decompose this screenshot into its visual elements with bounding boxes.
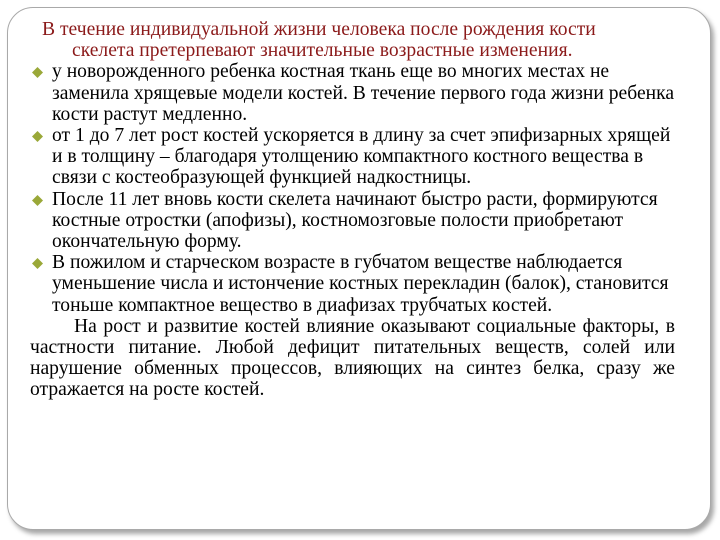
bullet-text: у новорожденного ребенка костная ткань еще во многих местах не заменила хрящевые модели костей. В течение первого года жизни ребенка кости растут медленно.	[52, 61, 675, 125]
bullet-item-4	[30, 252, 675, 316]
bullet-item-1	[30, 61, 675, 125]
closing-paragraph: На рост и развитие костей влияние оказывают социальные факторы, в частности питание. Любой дефицит питательных веществ, солей или нарушение обменных процессов, влияющих на синтез белка, сразу же отражается на росте костей.	[30, 315, 675, 401]
bullet-diamond-icon	[32, 131, 43, 142]
intro-line-1: В течение индивидуальной жизни человека после рождения кости	[42, 19, 596, 40]
bullet-item-2	[30, 125, 675, 189]
slide-content	[30, 19, 675, 401]
intro-line-2: скелета претерпевают значительные возрастные изменения.	[72, 40, 573, 62]
bullet-item-3	[30, 189, 675, 253]
intro-text	[30, 19, 675, 61]
bullet-text: После 11 лет вновь кости скелета начинают быстро расти, формируются костные отростки (апофизы), костномозговые полости приобретают окончательную форму.	[52, 188, 658, 253]
bullet-diamond-icon	[32, 67, 43, 78]
bullet-diamond-icon	[32, 258, 43, 269]
bullet-text: от 1 до 7 лет рост костей ускоряется в длину за счет эпифизарных хрящей и в толщину – благодаря утолщению компактного костного вещества в связи с костеобразующей функцией надкостницы.	[52, 125, 671, 189]
bullet-text: В пожилом и старческом возрасте в губчатом веществе наблюдается уменьшение числа и истончение костных перекладин (балок), становится тоньше компактное вещество в диафизах трубчатых костей.	[52, 252, 669, 316]
bullet-diamond-icon	[32, 195, 43, 206]
